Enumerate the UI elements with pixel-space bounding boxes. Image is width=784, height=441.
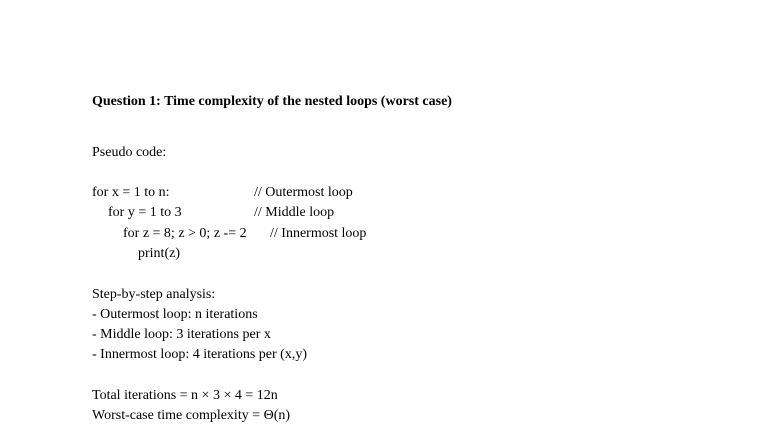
- code-comment-inner: // Innermost loop: [270, 226, 367, 241]
- analysis-item-inner: - Innermost loop: 4 iterations per (x,y): [92, 347, 308, 362]
- analysis-item-middle: - Middle loop: 3 iterations per x: [92, 327, 271, 342]
- code-line-inner: for z = 8; z > 0; z -= 2: [123, 226, 247, 241]
- analysis-item-outer: - Outermost loop: n iterations: [92, 307, 258, 322]
- code-line-middle: for y = 1 to 3: [108, 205, 182, 220]
- code-comment-middle: // Middle loop: [254, 205, 335, 220]
- code-comment-outer: // Outermost loop: [254, 185, 353, 200]
- pseudo-code-heading: Pseudo code:: [92, 145, 167, 160]
- code-line-print: print(z): [138, 246, 180, 261]
- analysis-heading: Step-by-step analysis:: [92, 287, 216, 302]
- worst-case-complexity: Worst-case time complexity = Θ(n): [92, 408, 291, 423]
- total-iterations: Total iterations = n × 3 × 4 = 12n: [92, 388, 278, 403]
- question-title: Question 1: Time complexity of the nested loops (worst case): [92, 94, 452, 109]
- code-line-outer: for x = 1 to n:: [92, 185, 170, 200]
